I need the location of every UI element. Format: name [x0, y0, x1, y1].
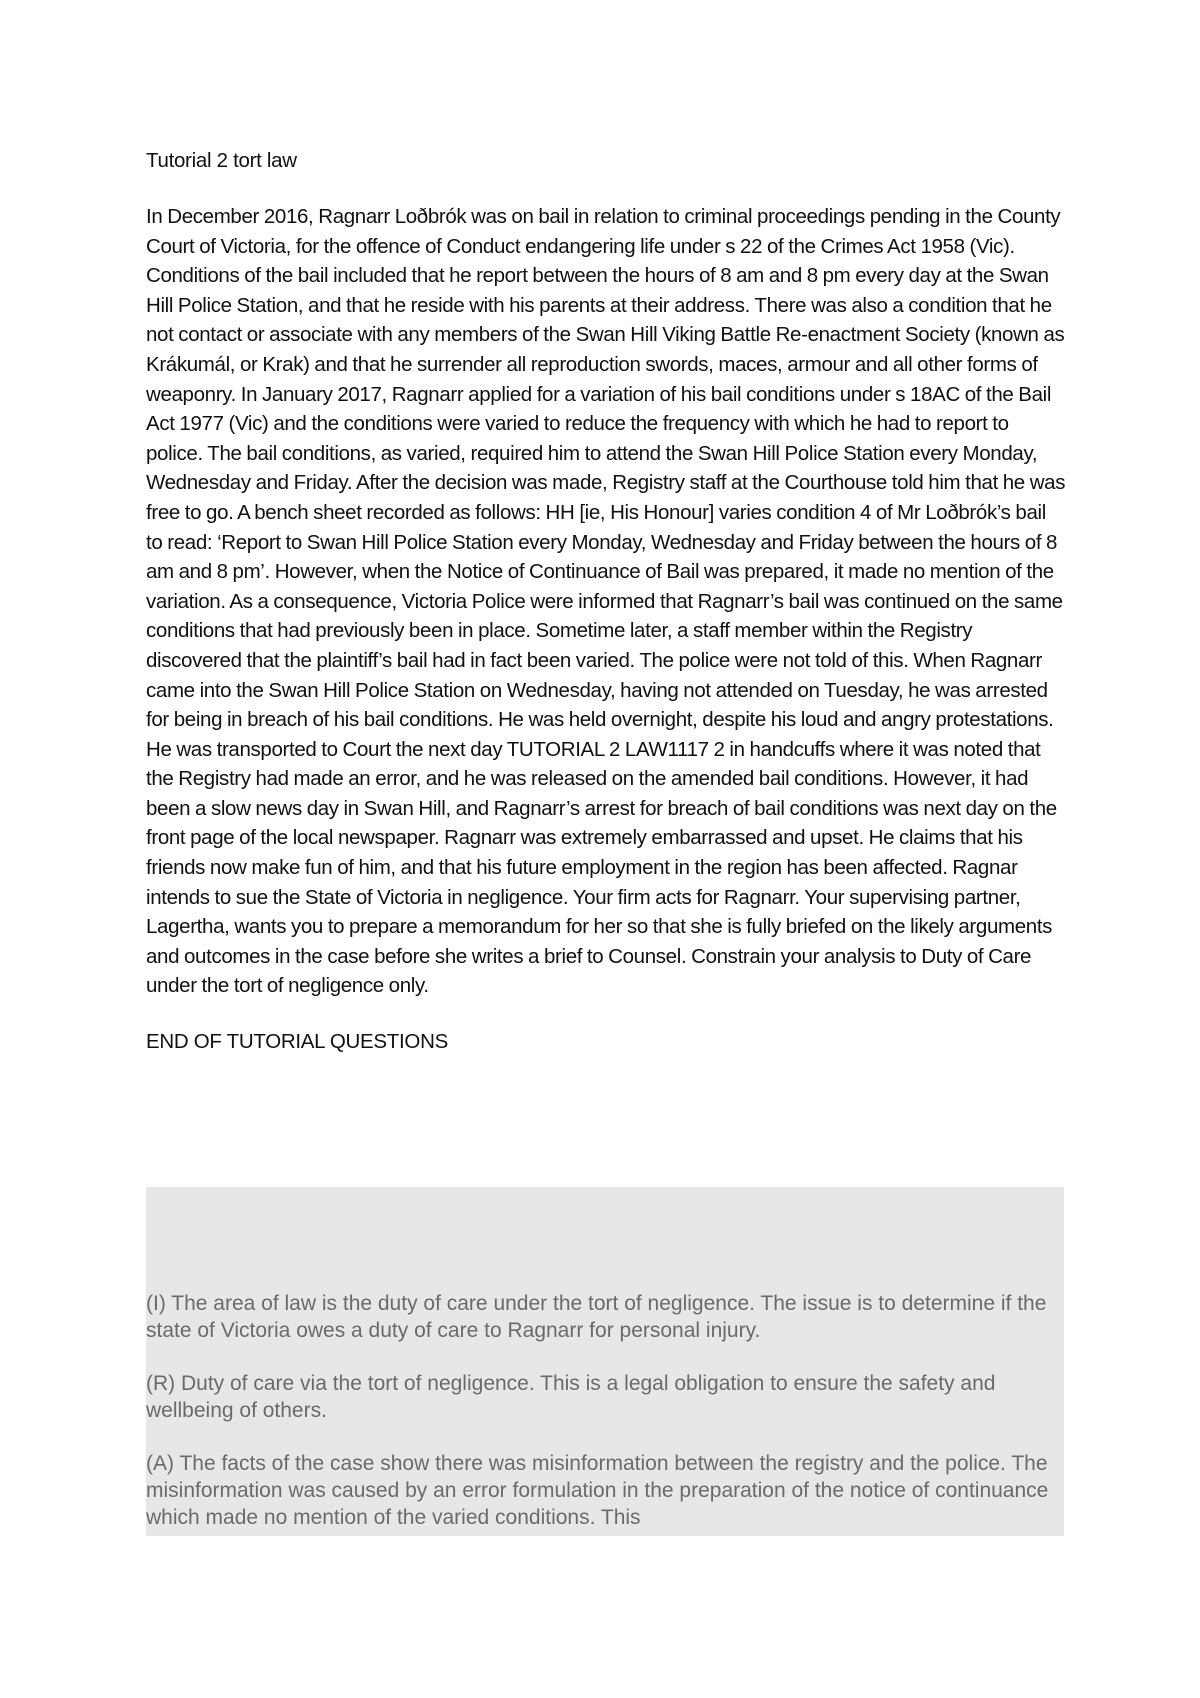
tutorial-question-text: In December 2016, Ragnarr Loðbrók was on bail in relation to criminal proceedings pending in the County Court of Victoria, for the offence of Conduct endangering life under s 22 of the Crimes Act 1958 (Vic). Conditions of the bail included that he report between the hours of 8 am and 8 pm every day at the Swan Hill Police Station, and that he reside with his parents at their address. There was also a condition that he not contact or associate with any members of the Swan Hill Viking Battle Re-enactment Society (known as Krákumál, or Krak) and that he surrender all reproduction swords, maces, armour and all other forms of weaponry. In January 2017, Ragnarr applied for a variation of his bail conditions under s 18AC of the Bail Act 1977 (Vic) and the conditions were varied to reduce the frequency with which he had to report to police. The bail conditions, as varied, required him to attend the Swan Hill Police Station every Monday, Wednesday and Friday. After the decision was made, Registry staff at the Courthouse told him that he was free to go. A bench sheet recorded as follows: HH [ie, His Honour] varies condition 4 of Mr Loðbrók’s bail to read: ‘Report to Swan Hill Police Station every Monday, Wednesday and Friday between the hours of 8 am and 8 pm’. However, when the Notice of Continuance of Bail was prepared, it made no mention of the variation. As a consequence, Victoria Police were informed that Ragnarr’s bail was continued on the same conditions that had previously been in place. Sometime later, a staff member within the Registry discovered that the plaintiff’s bail had in fact been varied. The police were not told of this. When Ragnarr came into the Swan Hill Police Station on Wednesday, having not attended on Tuesday, he was arrested for being in breach of his bail conditions. He was held overnight, despite his loud and angry protestations. He was transported to Court the next day TUTORIAL 2 LAW1117 2 in handcuffs where it was noted that the Registry had made an error, and he was released on the amended bail conditions. However, it had been a slow news day in Swan Hill, and Ragnarr’s arrest for breach of bail conditions was next day on the front page of the local newspaper. Ragnarr was extremely embarrassed and upset. He claims that his friends now make fun of him, and that his future employment in the region has been affected. Ragnar intends to sue the State of Victoria in negligence. Your firm acts for Ragnarr. Your supervising partner, Lagertha, wants you to prepare a memorandum for her so that she is fully briefed on the likely arguments and outcomes in the case before she writes a brief to Counsel. Constrain your analysis to Duty of Care under the tort of negligence only.	[146, 205, 1066, 998]
answer-application: (A) The facts of the case show there was misinformation between the registry and the police. The misinformation was caused by an error formulation in the preparation of the notice of continuance which made no mention of the varied conditions. This	[146, 1452, 1049, 1529]
end-of-questions-heading: END OF TUTORIAL QUESTIONS	[146, 1030, 448, 1054]
answer-rule: (R) Duty of care via the tort of negligence. This is a legal obligation to ensure the safety and wellbeing of others.	[146, 1372, 996, 1422]
answer-issue: (I) The area of law is the duty of care under the tort of negligence. The issue is to determine if the state of Victoria owes a duty of care to Ragnarr for personal injury.	[146, 1292, 1047, 1342]
answer-preview-box	[146, 1187, 1064, 1536]
answer-content	[146, 1290, 1064, 1536]
document-title: Tutorial 2 tort law	[146, 149, 297, 172]
document-content	[146, 146, 1066, 1057]
